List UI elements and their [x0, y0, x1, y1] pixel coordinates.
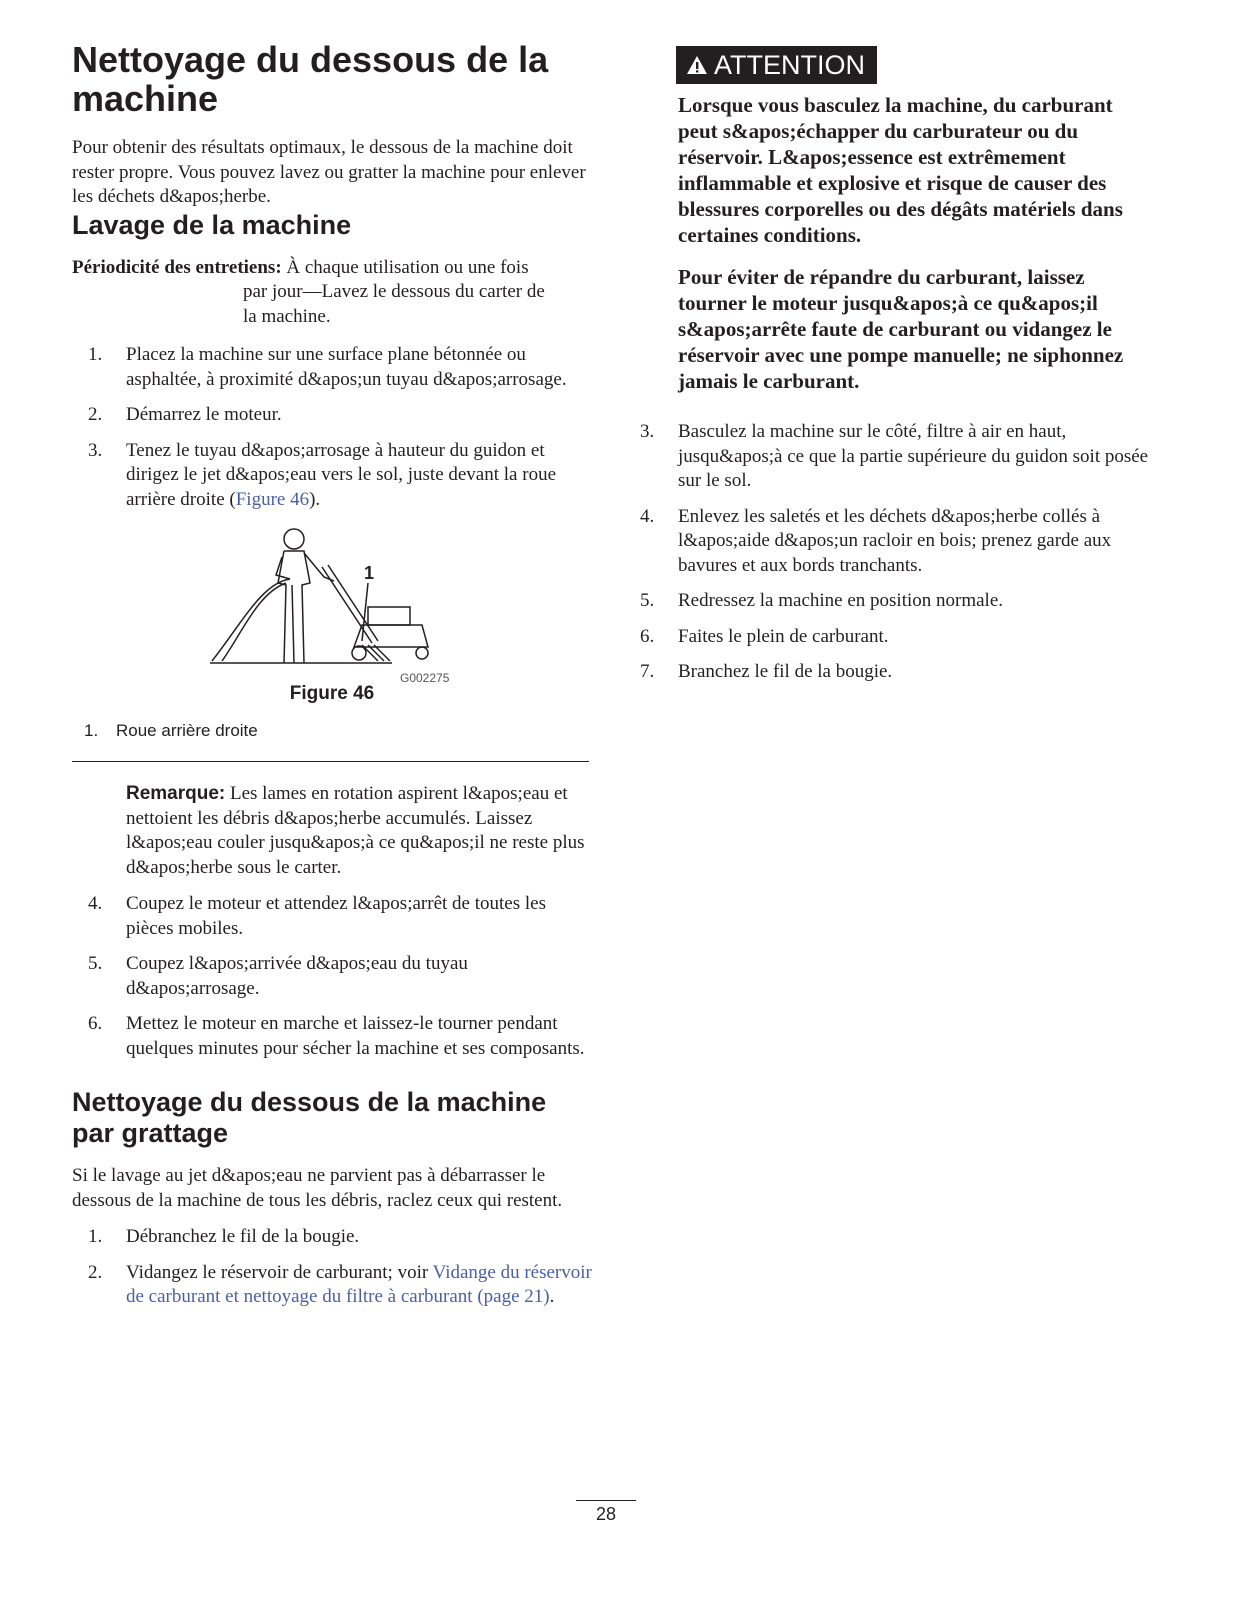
list-item: 5. Redressez la machine en position normale.: [640, 590, 1004, 611]
list-item: 2. Démarrez le moteur.: [88, 404, 282, 425]
figure-legend: [84, 721, 592, 741]
list-item: 1. Débranchez le fil de la bougie.: [88, 1226, 360, 1247]
list-item: 3. Basculez la machine sur le côté, filtre à air en haut, jusqu&apos;à ce que la partie supérieure du guidon soit posée sur le sol.: [640, 421, 1149, 491]
section-heading-washing: Lavage de la machine: [72, 209, 352, 240]
maintenance-line-1: À chaque utilisation ou une fois: [286, 256, 529, 278]
mower-deck: [354, 625, 428, 647]
maintenance-interval: [72, 256, 592, 330]
intro-paragraph: Pour obtenir des résultats optimaux, le dessous de la machine doit rester propre. Vous pouvez lavez ou gratter la machine pour enlever les déchets d&apos;herbe.: [72, 137, 586, 207]
list-item: 7. Branchez le fil de la bougie.: [640, 661, 893, 682]
list-item: 3. Tenez le tuyau d&apos;arrosage à hauteur du guidon et dirigez le jet d&apos;eau vers le sol, juste devant la roue arrière droite (Figure 46).: [88, 439, 556, 510]
list-item: 6. Mettez le moteur en marche et laissez-le tourner pendant quelques minutes pour sécher la machine et ses composants.: [88, 1013, 585, 1059]
figure-46-illustration: [72, 523, 592, 683]
scraping-steps: [72, 1225, 592, 1310]
attention-label: ATTENTION: [714, 49, 865, 80]
warning-paragraph-1: Lorsque vous basculez la machine, du carburant peut s&apos;échapper du carburateur ou du réservoir. L&apos;essence est extrêmement inflammable et explosive et risque de causer des blessures corporelles ou des dégâts matériels dans certaines conditions.: [678, 93, 1123, 247]
left-column: [72, 40, 592, 1321]
maintenance-label: Périodicité des entretiens:: [72, 256, 282, 278]
list-item: 4. Enlevez les saletés et les déchets d&apos;herbe collés à l&apos;aide d&apos;un racloir en bois; prenez garde aux bavures et aux bords tranchants.: [640, 505, 1112, 576]
hose: [212, 579, 290, 661]
list-item: 2. Vidangez le réservoir de carburant; voir Vidange du réservoir de carburant et nettoyage du filtre à carburant (page 21).: [88, 1261, 592, 1307]
washing-illustration: [72, 523, 592, 683]
figure-caption: Figure 46: [289, 683, 375, 704]
list-item: 4. Coupez le moteur et attendez l&apos;arrêt de toutes les pièces mobiles.: [88, 893, 546, 939]
maintenance-line-2: par jour—Lavez le dessous du carter de: [243, 281, 545, 302]
person-head: [284, 529, 304, 549]
page-title: Nettoyage du dessous de la machine: [72, 39, 549, 119]
scraping-steps-continued: [640, 420, 1150, 685]
fuel-tank-drain-link[interactable]: Vidange du réservoir de carburant et nettoyage du filtre à carburant (page 21): [126, 1261, 592, 1307]
warning-paragraph-2: Pour éviter de répandre du carburant, laissez tourner le moteur jusqu&apos;à ce qu&apos;il s&apos;arrête faute de carburant ou vidangez le réservoir avec une pompe manuelle; ne siphonnez jamais le carburant.: [678, 265, 1124, 393]
washing-steps-continued: [72, 892, 592, 1061]
maintenance-line-3: la machine.: [243, 305, 331, 327]
figure-divider: [72, 761, 589, 762]
right-column: [640, 46, 1150, 696]
legend-number: 1.: [84, 721, 99, 740]
attention-banner: [676, 46, 877, 84]
list-item: 6. Faites le plein de carburant.: [640, 625, 889, 647]
remark-text: Les lames en rotation aspirent l&apos;eau et nettoient les débris d&apos;herbe accumulés. Laissez l&apos;eau couler jusqu&apos;à ce qu&apos;il ne reste plus d&apos;herbe sous le carter.: [126, 783, 585, 878]
figure-46-link[interactable]: Figure 46: [235, 488, 310, 510]
page-number: 28: [576, 1500, 636, 1525]
scraping-intro: Si le lavage au jet d&apos;eau ne parvient pas à débarrasser le dessous de la machine de tous les débris, raclez ceux qui restent.: [72, 1165, 563, 1211]
remark-label: Remarque:: [126, 783, 226, 804]
warning-triangle-icon: [686, 55, 708, 75]
person-body: [278, 551, 310, 663]
legend-text: Roue arrière droite: [116, 721, 258, 740]
mower-engine: [368, 607, 410, 625]
front-wheel: [416, 647, 428, 659]
list-item: 1. Placez la machine sur une surface plane bétonnée ou asphaltée, à proximité d&apos;un tuyau d&apos;arrosage.: [88, 344, 567, 390]
remark-note: [72, 782, 592, 880]
washing-steps: [72, 343, 592, 512]
list-item: 5. Coupez l&apos;arrivée d&apos;eau du tuyau d&apos;arrosage.: [88, 953, 468, 999]
figure-code: G002275: [400, 671, 450, 685]
rear-wheel: [352, 646, 366, 660]
figure-callout-number: 1: [364, 563, 375, 583]
section-heading-scraping: Nettoyage du dessous de la machine par grattage: [72, 1087, 547, 1148]
